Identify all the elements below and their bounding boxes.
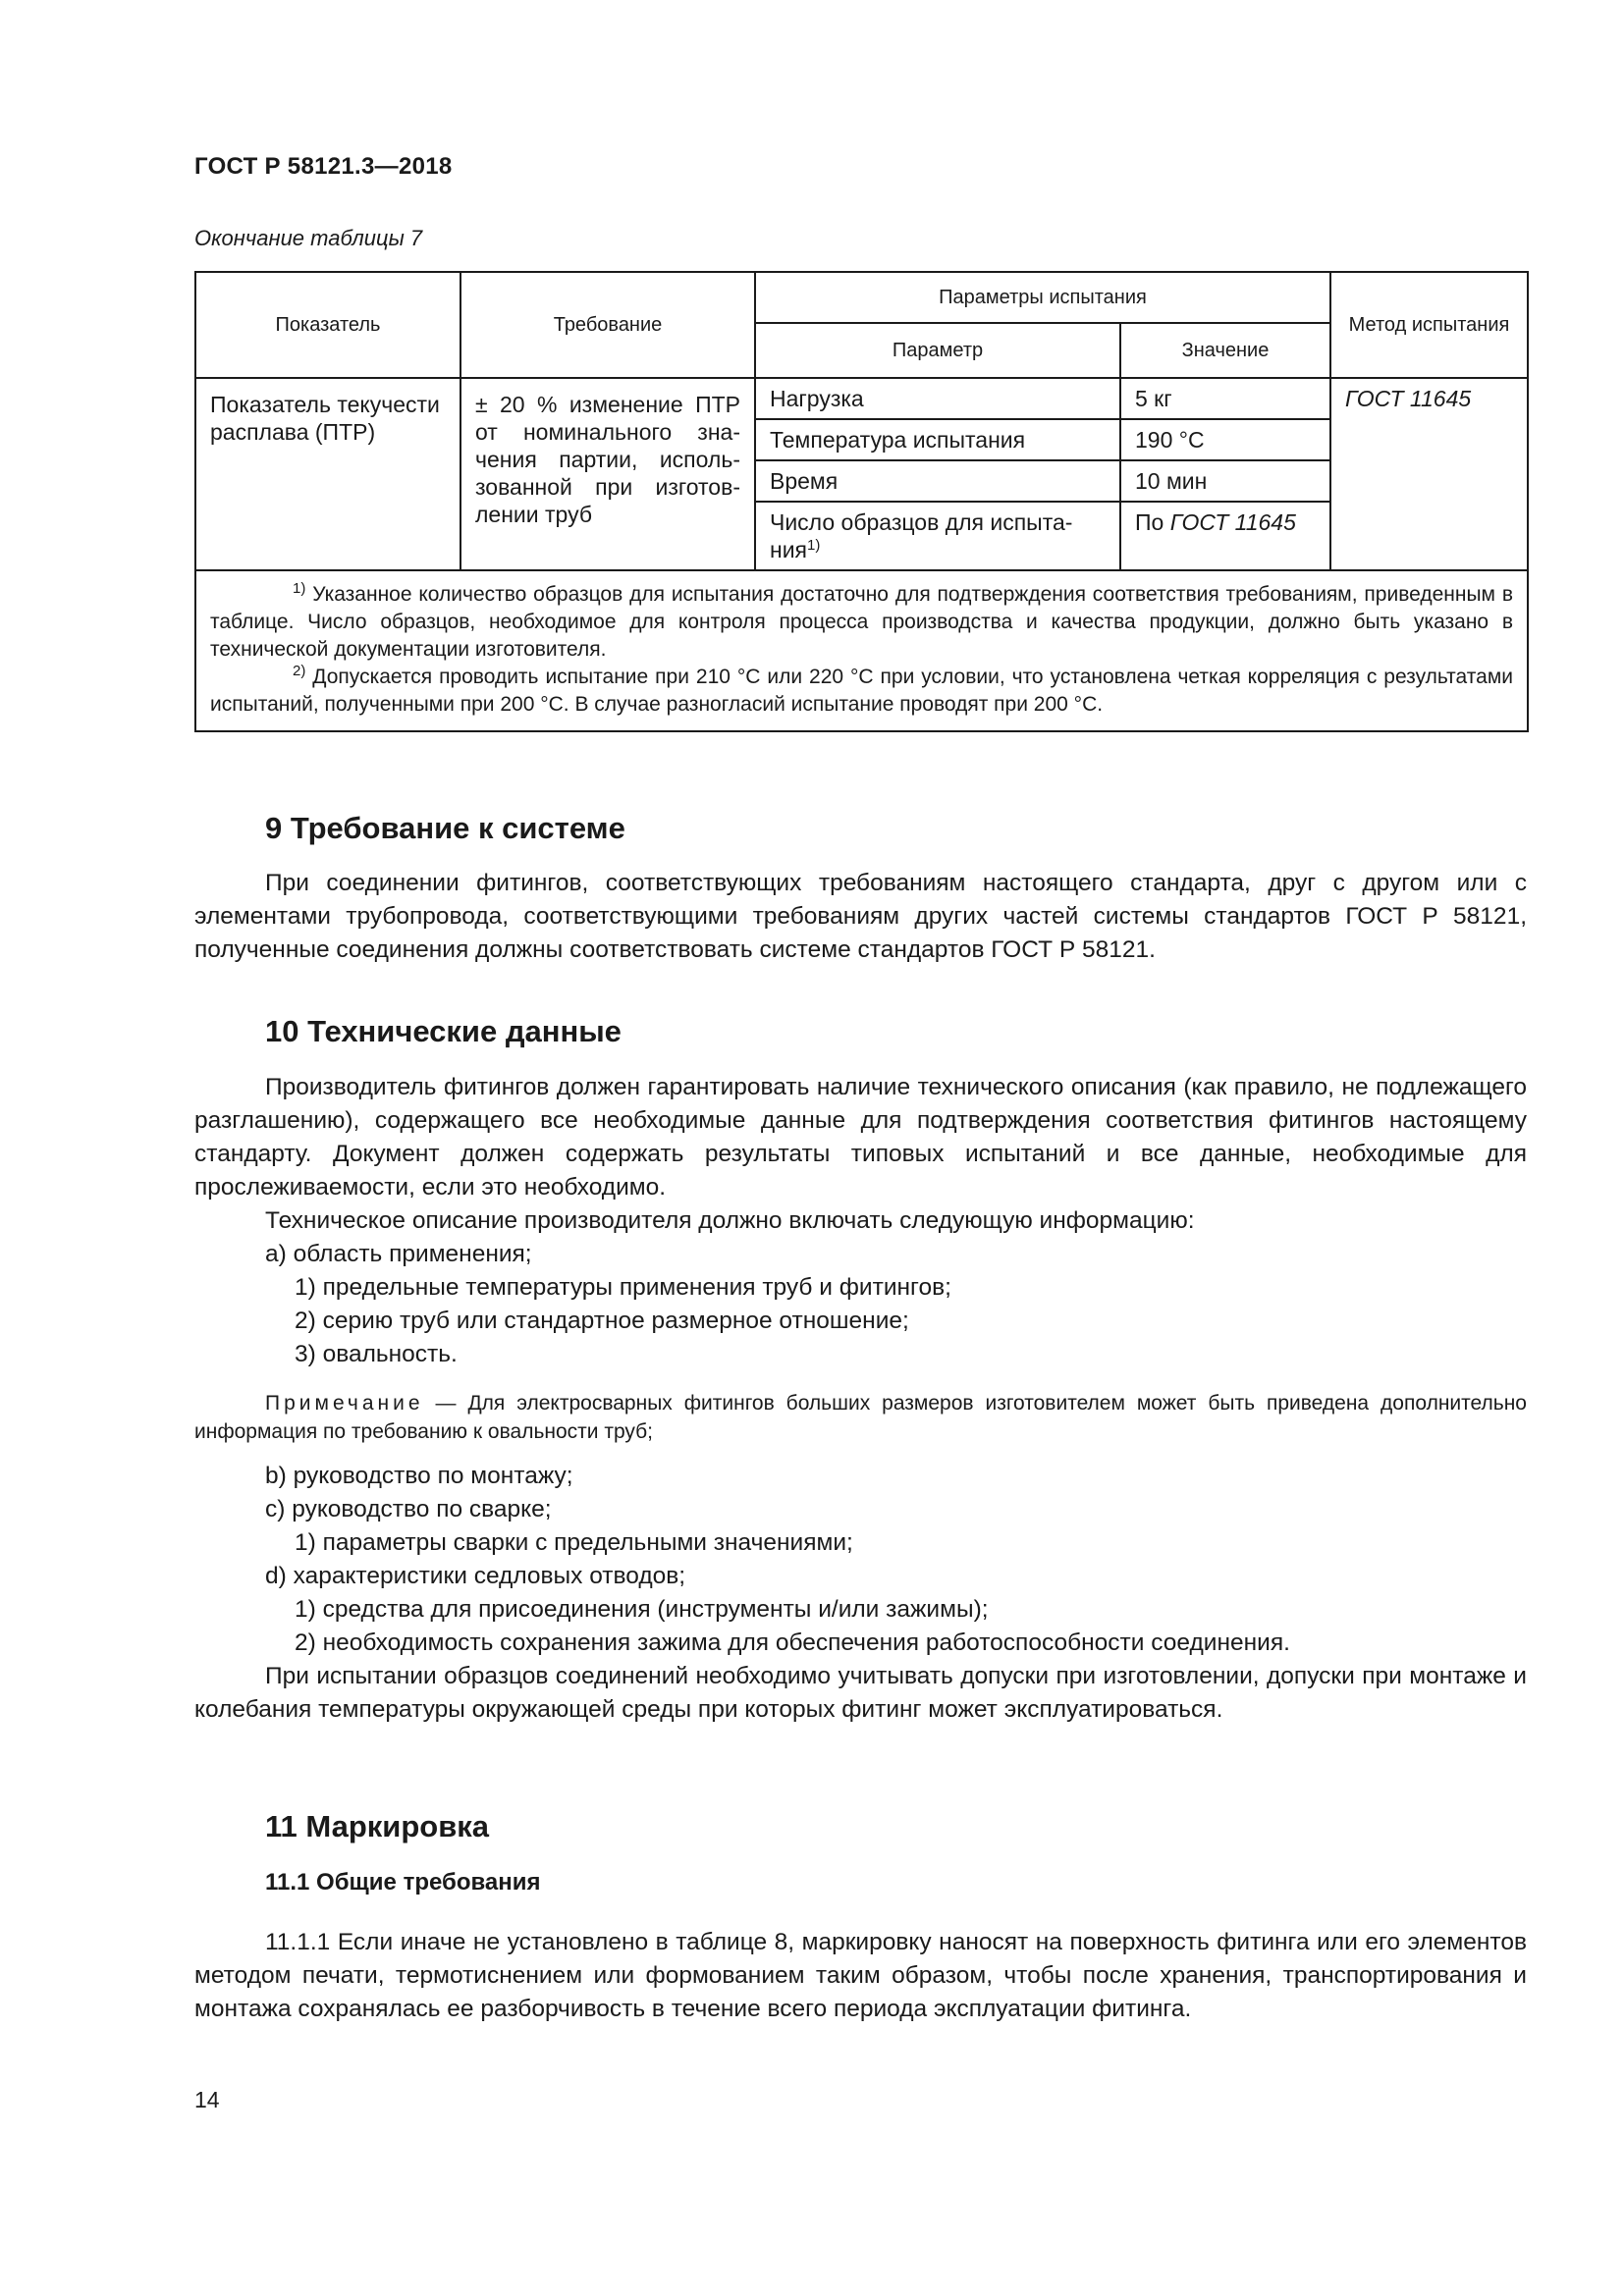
param-cell: Температура испытания: [755, 419, 1120, 460]
value-cell: [1120, 502, 1330, 570]
section-10-text: Производитель фитингов должен гарантировать наличие технического описания (как правило, не подлежащего разглашению), содержащего все необходимые данные для подтверждения соответствия фитингов настоящему стандарту. Документ должен содержать результаты типовых испытаний и все данные, необходимые для прослеживаемости, если это необходимо.: [194, 1074, 1527, 1201]
param-cell: Время: [755, 460, 1120, 502]
param-cell: [755, 502, 1120, 570]
footnote-ref: 1): [807, 537, 821, 554]
header-value: Значение: [1120, 323, 1330, 378]
value-cell: 10 мин: [1120, 460, 1330, 502]
section-11-text: 11.1.1 Если иначе не установлено в таблице 8, маркировку наносят на поверхность фитинга или его элементов методом печати, термотиснением или формованием таким образом, чтобы после хранения, транспортирования и монтажа сохранялась ее разборчивость в течение всего периода эксплуатации фитинга.: [194, 1929, 1527, 2022]
header-indicator: Показатель: [195, 272, 460, 378]
list-item-c1: 1) параметры сварки с предельными значениями;: [295, 1529, 853, 1556]
list-item-a: a) область применения;: [265, 1241, 532, 1267]
note-label: Примечание: [265, 1392, 424, 1415]
param-text: Число образцов для испытания: [770, 509, 1073, 562]
value-cell: 190 °С: [1120, 419, 1330, 460]
footnote-2: $^{2)}$ Допускается проводить испытание при 210 °С или 220 °С при условии, что установлена четкая корреляция с результатами испытаний, полученными при 200 °С. В случае разногласий испытание проводят при 200 °С.: [210, 663, 1513, 716]
section-10-intro: Техническое описание производителя должно включать следующую информацию:: [265, 1207, 1195, 1234]
footnote-1: $^{1)}$ Указанное количество образцов для испытания достаточно для подтверждения соответствия требованиям, приведенным в таблице. Число образцов, необходимое для контроля процесса производства и качества продукции, должно быть указано в технической документации изготовителя.: [210, 580, 1513, 661]
list-item-a2: 2) серию труб или стандартное размерное отношение;: [295, 1308, 909, 1334]
section-10-title: 10 Технические данные: [265, 1014, 622, 1048]
footnotes-cell: [195, 570, 1528, 731]
value-cell: 5 кг: [1120, 378, 1330, 419]
list-item-d2: 2) необходимость сохранения зажима для обеспечения работоспособности соединения.: [295, 1629, 1290, 1656]
table-7: [194, 271, 1529, 732]
section-9-text: При соединении фитингов, соответствующих требованиям настоящего стандарта, друг с другом или с элементами трубопровода, соответствующими требованиям других частей системы стандартов ГОСТ Р 58121, полученные соединения должны соответствовать системе стандартов ГОСТ Р 58121.: [194, 870, 1527, 963]
note-block: [194, 1389, 1527, 1446]
list-item-a1: 1) предельные температуры применения труб и фитингов;: [295, 1274, 951, 1301]
header-requirement: Требование: [460, 272, 755, 378]
document-id: ГОСТ Р 58121.3—2018: [194, 153, 453, 180]
header-method: Метод испытания: [1330, 272, 1528, 378]
list-item-a3: 3) овальность.: [295, 1341, 458, 1367]
subsection-11-1-title: 11.1 Общие требования: [265, 1869, 541, 1896]
requirement-cell: ± 20 % изменение ПТР от номинального значения партии, использованной при изготовлении труб: [460, 378, 755, 570]
note-text: — Для электросварных фитингов больших размеров изготовителем может быть приведена дополнительно информация по требованию к овальности труб;: [194, 1392, 1527, 1443]
param-cell: Нагрузка: [755, 378, 1120, 419]
list-item-d: d) характеристики седловых отводов;: [265, 1563, 686, 1589]
footnote-mark: 2): [293, 663, 306, 679]
header-test-params: Параметры испытания: [755, 272, 1330, 323]
section-11-title: 11 Маркировка: [265, 1809, 490, 1843]
list-item-b: b) руководство по монтажу;: [265, 1463, 573, 1489]
page-number: 14: [194, 2087, 220, 2112]
section-10-closing: При испытании образцов соединений необходимо учитывать допуски при изготовлении, допуски при монтаже и колебания температуры окружающей среды при которых фитинг может эксплуатироваться.: [194, 1663, 1527, 1723]
footnote-mark: 1): [293, 580, 306, 597]
value-prefix: По: [1135, 509, 1164, 535]
criterion-cell: Показатель текучести расплава (ПТР): [195, 378, 460, 570]
table-caption: Окончание таблицы 7: [194, 226, 423, 250]
section-9-title: 9 Требование к системе: [265, 811, 625, 845]
list-item-d1: 1) средства для присоединения (инструменты и/или зажимы);: [295, 1596, 989, 1623]
list-item-c: c) руководство по сварке;: [265, 1496, 552, 1522]
header-parameter: Параметр: [755, 323, 1120, 378]
value-ref: ГОСТ 11645: [1169, 509, 1296, 535]
method-cell: ГОСТ 11645: [1330, 378, 1528, 570]
